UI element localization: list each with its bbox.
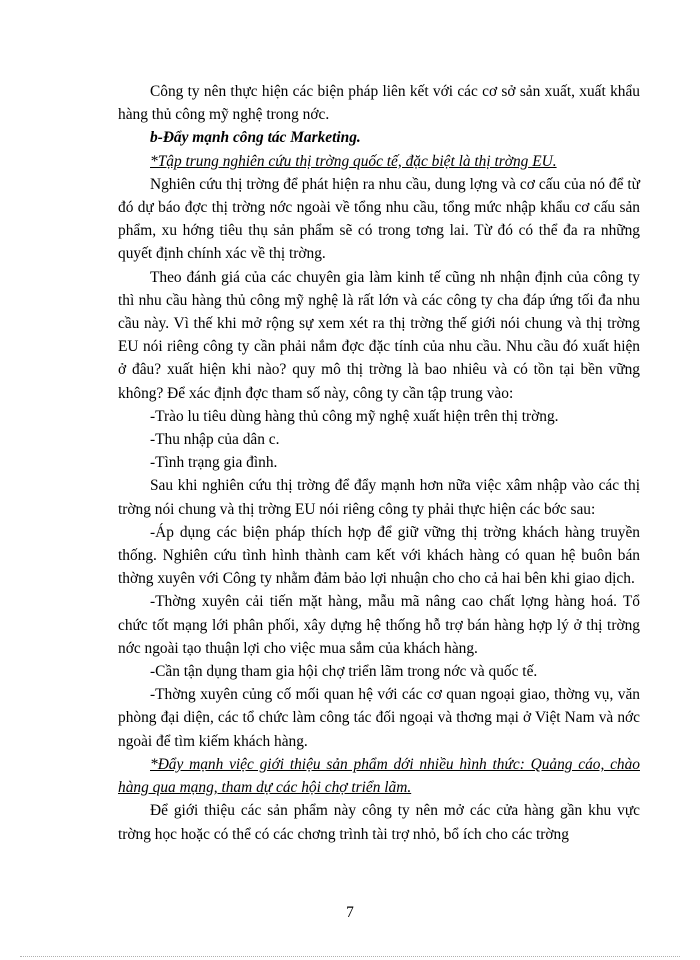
subheading-market-research: *Tập trung nghiên cứu thị trờng quốc tế, đặc biệt là thị trờng EU.	[150, 152, 557, 170]
list-item-trend: -Trào lu tiêu dùng hàng thủ công mỹ nghệ xuất hiện trên thị trờng.	[150, 407, 559, 425]
list-item-trade-fairs: -Cần tận dụng tham gia hội chợ triển lãm trong nớc và quốc tế.	[150, 663, 538, 681]
section-heading-marketing: b-Đẩy mạnh công tác Marketing.	[150, 129, 361, 147]
paragraph-expert-assessment: Theo đánh giá của các chuyên gia làm kinh tế cũng nh nhận định của công ty thì nhu cầu hàng thủ công mỹ nghệ là rất lớn và các công ty cha đáp ứng tối đa nhu cầu này. Vì thế khi mở rộng sự xem xét ra thị trờng thế giới nói chung và thị trờng EU nói riêng công ty cần phải nắm đợc đặc tính của nhu cầu. Nhu cầu đó xuất hiện ở đâu? xuất hiện khi nào? quy mô thị trờng là bao nhiêu và có tồn tại bền vững không? Để xác định đợc tham số này, công ty cần tập trung vào:	[118, 268, 640, 402]
paragraph-after-research: Sau khi nghiên cứu thị trờng để đẩy mạnh hơn nữa việc xâm nhập vào các thị trờng nói chung và thị trờng EU nói riêng công ty phải thực hiện các bớc sau:	[118, 477, 640, 518]
page-body	[118, 80, 640, 846]
paragraph-intro: Công ty nên thực hiện các biện pháp liên kết với các cơ sở sản xuất, xuất khẩu hàng thủ công mỹ nghệ trong nớc.	[118, 83, 640, 124]
list-item-family: -Tình trạng gia đình.	[150, 454, 278, 472]
list-item-apply-measures: -Áp dụng các biện pháp thích hợp để giữ vững thị trờng khách hàng truyền thống. Nghiên cứu tình hình thành cam kết với khách hàng có quan hệ buôn bán thờng xuyên với Công ty nhằm đảm bảo lợi nhuận cho cho cả hai bên khi giao dịch.	[118, 523, 640, 588]
list-item-improve-products: -Thờng xuyên cải tiến mặt hàng, mẫu mã nâng cao chất lợng hàng hoá. Tổ chức tốt mạng lới phân phối, xây dựng hệ thống hỗ trợ bán hàng hợp lý ở thị trờng nớc ngoài tạo thuận lợi cho việc mua sắm của khách hàng.	[118, 593, 640, 657]
page-bottom-divider	[20, 956, 680, 957]
list-item-diplomatic-relations: -Thờng xuyên củng cố mối quan hệ với các cơ quan ngoại giao, thờng vụ, văn phòng đại diện, các tổ chức làm công tác đối ngoại và thơng mại ở Việt Nam và nớc ngoài để tìm kiếm khách hàng.	[118, 686, 640, 750]
list-item-income: -Thu nhập của dân c.	[150, 431, 280, 449]
subheading-product-promotion: *Đẩy mạnh việc giới thiệu sản phẩm dới nhiều hình thức: Quảng cáo, chào hàng qua mạng, tham dự các hội chợ triển lãm.	[118, 755, 640, 797]
paragraph-product-promotion: Để giới thiệu các sản phẩm này công ty nên mở các cửa hàng gần khu vực trờng học hoặc có thể có các chơng trình tài trợ nhỏ, bổ ích cho các trờng	[118, 802, 640, 843]
paragraph-market-research: Nghiên cứu thị trờng để phát hiện ra nhu cầu, dung lợng và cơ cấu của nó để từ đó dự báo đợc thị trờng nớc ngoài về tổng nhu cầu, tổng mức nhập khẩu cơ cấu sản phẩm, xu hớng tiêu thụ sản phẩm sẽ có trong tơng lai. Từ đó có thể đa ra những quyết định chính xác về thị trờng.	[118, 175, 640, 263]
page-number: 7	[346, 904, 354, 921]
